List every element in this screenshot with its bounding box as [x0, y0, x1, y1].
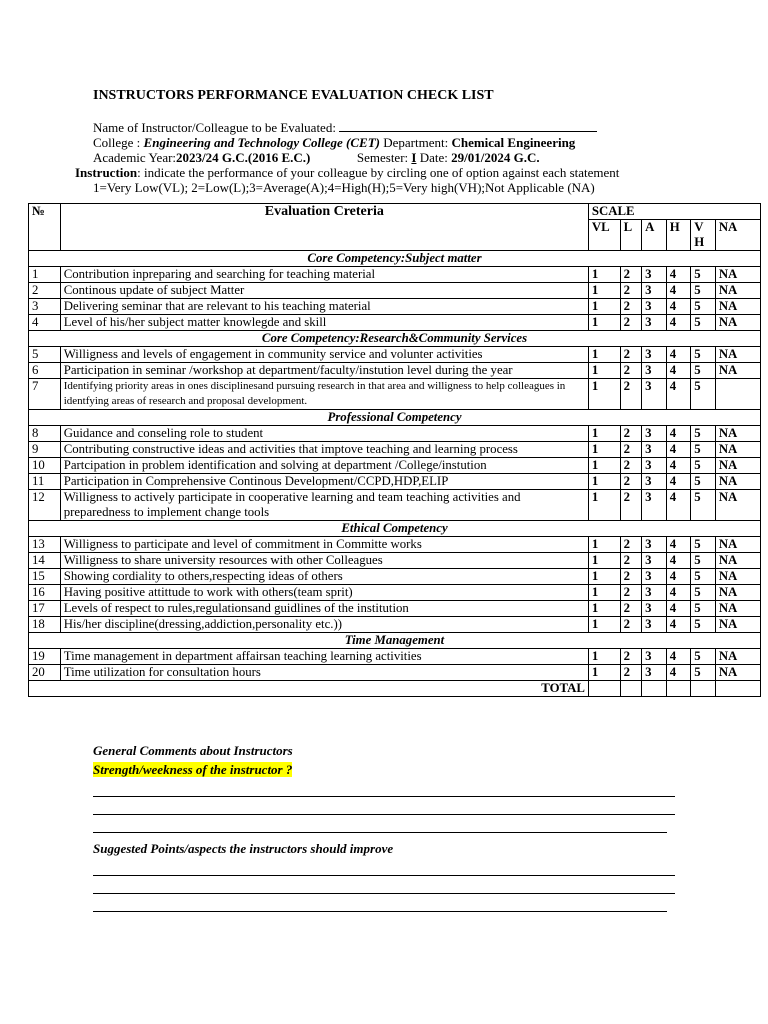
scale-option-na[interactable]: NA	[715, 537, 760, 553]
scale-option-h[interactable]: 4	[666, 474, 691, 490]
scale-option-a[interactable]: 3	[642, 267, 667, 283]
section-row	[29, 410, 761, 426]
col-no-header: №	[29, 204, 61, 251]
criteria-text: Showing cordiality to others,respecting ideas of others	[60, 569, 588, 585]
table-row	[29, 315, 761, 331]
row-number: 19	[29, 649, 61, 665]
scale-option-vl[interactable]: 1	[588, 617, 620, 633]
scale-option-h[interactable]: 4	[666, 315, 691, 331]
scale-option-h[interactable]: 4	[666, 299, 691, 315]
scale-option-h[interactable]: 4	[666, 490, 691, 521]
criteria-text: Delivering seminar that are relevant to his teaching material	[60, 299, 588, 315]
scale-option-vh[interactable]: 5	[691, 442, 716, 458]
scale-option-h[interactable]: 4	[666, 553, 691, 569]
scale-option-vh[interactable]: 5	[691, 267, 716, 283]
row-number: 10	[29, 458, 61, 474]
scale-option-l[interactable]: 2	[620, 283, 641, 299]
scale-option-vh[interactable]: 5	[691, 601, 716, 617]
scale-option-vh[interactable]: 5	[691, 379, 716, 410]
table-row	[29, 442, 761, 458]
scale-option-vl[interactable]: 1	[588, 347, 620, 363]
section-row	[29, 251, 761, 267]
scale-option-na[interactable]: NA	[715, 585, 760, 601]
scale-option-na[interactable]	[715, 379, 760, 410]
academic-year-line	[93, 150, 540, 166]
instructor-name-line	[93, 119, 597, 136]
scale-option-vh[interactable]: 5	[691, 315, 716, 331]
comments-section	[93, 741, 675, 912]
criteria-text: Having positive attittude to work with others(team sprit)	[60, 585, 588, 601]
criteria-text: Willigness and levels of engagement in community service and volunter activities	[60, 347, 588, 363]
scale-header-cell: H	[666, 220, 691, 251]
scale-option-a[interactable]: 3	[642, 585, 667, 601]
row-number: 20	[29, 665, 61, 681]
scale-option-h[interactable]: 4	[666, 601, 691, 617]
comment-line[interactable]	[93, 797, 675, 815]
scale-option-vh[interactable]: 5	[691, 347, 716, 363]
scale-option-h[interactable]: 4	[666, 569, 691, 585]
scale-option-a[interactable]: 3	[642, 649, 667, 665]
table-row	[29, 347, 761, 363]
scale-option-vl[interactable]: 1	[588, 474, 620, 490]
scale-option-l[interactable]: 2	[620, 267, 641, 283]
scale-option-a[interactable]: 3	[642, 617, 667, 633]
row-number: 11	[29, 474, 61, 490]
scale-option-l[interactable]: 2	[620, 665, 641, 681]
scale-option-a[interactable]: 3	[642, 442, 667, 458]
strength-weakness-heading: Strength/weekness of the instructor ?	[93, 762, 293, 777]
section-title: Core Competency:Subject matter	[29, 251, 761, 267]
scale-option-l[interactable]: 2	[620, 347, 641, 363]
scale-option-vh[interactable]: 5	[691, 649, 716, 665]
row-number: 16	[29, 585, 61, 601]
scale-option-na[interactable]: NA	[715, 569, 760, 585]
section-title: Time Management	[29, 633, 761, 649]
academic-year-label: Academic Year:	[93, 150, 177, 165]
scale-option-vl[interactable]: 1	[588, 283, 620, 299]
scale-option-vl[interactable]: 1	[588, 569, 620, 585]
scale-option-na[interactable]: NA	[715, 490, 760, 521]
instructor-name-label: Name of Instructor/Colleague to be Evaluated:	[93, 120, 336, 135]
semester-value: I	[411, 150, 417, 165]
criteria-text: Participation in Comprehensive Continous Development/CCPD,HDP,ELIP	[60, 474, 588, 490]
scale-option-h[interactable]: 4	[666, 267, 691, 283]
scale-option-vl[interactable]: 1	[588, 379, 620, 410]
scale-option-na[interactable]: NA	[715, 553, 760, 569]
suggestion-line[interactable]	[93, 894, 667, 912]
scale-option-na[interactable]: NA	[715, 474, 760, 490]
scale-option-na[interactable]: NA	[715, 665, 760, 681]
scale-option-a[interactable]: 3	[642, 553, 667, 569]
criteria-text: His/her discipline(dressing,addiction,personality etc.))	[60, 617, 588, 633]
criteria-text: Continous update of subject Matter	[60, 283, 588, 299]
scale-option-l[interactable]: 2	[620, 585, 641, 601]
criteria-text: Identifying priority areas in ones disciplinesand pursuing research in that area and willigness to help colleagues in identfying areas of research and proposal development.	[60, 379, 588, 410]
college-line	[93, 135, 575, 151]
criteria-text: Partcipation in problem identification and solving at department /College/instution	[60, 458, 588, 474]
date-label: Date:	[419, 150, 448, 165]
table-row	[29, 379, 761, 410]
scale-header-cell: VL	[588, 220, 620, 251]
scale-option-na[interactable]: NA	[715, 458, 760, 474]
scale-option-vl[interactable]: 1	[588, 299, 620, 315]
section-title: Ethical Competency	[29, 521, 761, 537]
table-row	[29, 649, 761, 665]
scale-option-na[interactable]: NA	[715, 299, 760, 315]
scale-option-a[interactable]: 3	[642, 315, 667, 331]
scale-option-vl[interactable]: 1	[588, 315, 620, 331]
scale-option-vh[interactable]: 5	[691, 474, 716, 490]
scale-option-a[interactable]: 3	[642, 490, 667, 521]
scale-option-a[interactable]: 3	[642, 601, 667, 617]
scale-option-a[interactable]: 3	[642, 379, 667, 410]
evaluation-table	[28, 203, 761, 697]
scale-option-vl[interactable]: 1	[588, 553, 620, 569]
table-row	[29, 458, 761, 474]
scale-option-vh[interactable]: 5	[691, 426, 716, 442]
scale-option-a[interactable]: 3	[642, 299, 667, 315]
row-number: 2	[29, 283, 61, 299]
scale-legend	[93, 180, 595, 196]
scale-option-na[interactable]: NA	[715, 426, 760, 442]
row-number: 14	[29, 553, 61, 569]
table-row	[29, 537, 761, 553]
scale-option-l[interactable]: 2	[620, 363, 641, 379]
suggestion-line[interactable]	[93, 876, 675, 894]
scale-option-vh[interactable]: 5	[691, 585, 716, 601]
scale-option-vh[interactable]: 5	[691, 299, 716, 315]
criteria-text: Willigness to participate and level of commitment in Committe works	[60, 537, 588, 553]
scale-option-l[interactable]: 2	[620, 569, 641, 585]
total-cell[interactable]	[642, 681, 667, 697]
comment-line[interactable]	[93, 779, 675, 797]
col-criteria-header: Evaluation Creteria	[60, 204, 588, 251]
criteria-text: Contributing constructive ideas and activities that imptove teaching and learning process	[60, 442, 588, 458]
total-row	[29, 681, 761, 697]
scale-option-vl[interactable]: 1	[588, 537, 620, 553]
section-row	[29, 331, 761, 347]
table-row	[29, 363, 761, 379]
scale-option-vh[interactable]: 5	[691, 553, 716, 569]
scale-option-vl[interactable]: 1	[588, 426, 620, 442]
page-title: INSTRUCTORS PERFORMANCE EVALUATION CHECK LIST	[93, 88, 494, 103]
scale-option-vl[interactable]: 1	[588, 665, 620, 681]
suggestion-line[interactable]	[93, 858, 675, 876]
scale-option-na[interactable]: NA	[715, 617, 760, 633]
criteria-text: Participation in seminar /workshop at department/faculty/instution level during the year	[60, 363, 588, 379]
scale-option-na[interactable]: NA	[715, 315, 760, 331]
row-number: 3	[29, 299, 61, 315]
scale-option-h[interactable]: 4	[666, 649, 691, 665]
table-row	[29, 585, 761, 601]
scale-option-vh[interactable]: 5	[691, 458, 716, 474]
scale-option-a[interactable]: 3	[642, 458, 667, 474]
total-cell[interactable]	[620, 681, 641, 697]
scale-option-h[interactable]: 4	[666, 363, 691, 379]
scale-option-vh[interactable]: 5	[691, 537, 716, 553]
total-cell[interactable]	[588, 681, 620, 697]
scale-header-cell: V H	[691, 220, 716, 251]
row-number: 7	[29, 379, 61, 410]
comment-line[interactable]	[93, 815, 667, 833]
scale-header-cell: NA	[715, 220, 760, 251]
criteria-text: Contribution inpreparing and searching for teaching material	[60, 267, 588, 283]
scale-option-l[interactable]: 2	[620, 315, 641, 331]
academic-year-value: 2023/24 G.C.(2016 E.C.)	[176, 150, 311, 165]
scale-option-vl[interactable]: 1	[588, 585, 620, 601]
criteria-text: Levels of respect to rules,regulationsand guidlines of the institution	[60, 601, 588, 617]
total-cell[interactable]	[666, 681, 691, 697]
section-title: Core Competency:Research&Community Services	[29, 331, 761, 347]
criteria-text: Time management in department affairsan teaching learning activities	[60, 649, 588, 665]
scale-option-h[interactable]: 4	[666, 379, 691, 410]
row-number: 8	[29, 426, 61, 442]
scale-option-l[interactable]: 2	[620, 490, 641, 521]
scale-option-l[interactable]: 2	[620, 617, 641, 633]
scale-option-vl[interactable]: 1	[588, 442, 620, 458]
scale-option-na[interactable]: NA	[715, 347, 760, 363]
college-label: College :	[93, 135, 141, 150]
scale-option-vl[interactable]: 1	[588, 490, 620, 521]
scale-option-vh[interactable]: 5	[691, 617, 716, 633]
scale-option-a[interactable]: 3	[642, 569, 667, 585]
scale-option-h[interactable]: 4	[666, 585, 691, 601]
table-row	[29, 474, 761, 490]
college-value: Engineering and Technology College (CET)	[143, 135, 380, 150]
department-label: Department:	[383, 135, 449, 150]
scale-option-na[interactable]: NA	[715, 442, 760, 458]
scale-option-h[interactable]: 4	[666, 458, 691, 474]
row-number: 9	[29, 442, 61, 458]
criteria-text: Level of his/her subject matter knowlegde and skill	[60, 315, 588, 331]
scale-header-cell: L	[620, 220, 641, 251]
scale-option-l[interactable]: 2	[620, 537, 641, 553]
scale-option-l[interactable]: 2	[620, 299, 641, 315]
scale-option-h[interactable]: 4	[666, 347, 691, 363]
scale-option-h[interactable]: 4	[666, 537, 691, 553]
scale-option-vl[interactable]: 1	[588, 267, 620, 283]
scale-header-cell: A	[642, 220, 667, 251]
table-row	[29, 267, 761, 283]
table-row	[29, 553, 761, 569]
scale-option-a[interactable]: 3	[642, 474, 667, 490]
scale-option-h[interactable]: 4	[666, 665, 691, 681]
scale-option-l[interactable]: 2	[620, 458, 641, 474]
scale-option-l[interactable]: 2	[620, 442, 641, 458]
total-label: TOTAL	[29, 681, 589, 697]
scale-option-l[interactable]: 2	[620, 649, 641, 665]
scale-option-vh[interactable]: 5	[691, 665, 716, 681]
scale-option-na[interactable]: NA	[715, 363, 760, 379]
scale-option-vl[interactable]: 1	[588, 458, 620, 474]
criteria-text: Time utilization for consultation hours	[60, 665, 588, 681]
scale-option-l[interactable]: 2	[620, 379, 641, 410]
total-cell[interactable]	[691, 681, 716, 697]
scale-option-vh[interactable]: 5	[691, 490, 716, 521]
table-row	[29, 426, 761, 442]
table-row	[29, 283, 761, 299]
scale-option-na[interactable]: NA	[715, 283, 760, 299]
total-cell[interactable]	[715, 681, 760, 697]
scale-option-h[interactable]: 4	[666, 426, 691, 442]
row-number: 13	[29, 537, 61, 553]
instruction-label: Instruction	[75, 165, 138, 180]
table-row	[29, 490, 761, 521]
scale-option-h[interactable]: 4	[666, 617, 691, 633]
scale-option-vh[interactable]: 5	[691, 569, 716, 585]
scale-legend-text: 1=Very Low(VL); 2=Low(L);3=Average(A);4=High(H);5=Very high(VH);Not Applicable (NA)	[93, 180, 595, 195]
row-number: 6	[29, 363, 61, 379]
suggested-points-heading: Suggested Points/aspects the instructors should improve	[93, 841, 394, 856]
table-row	[29, 299, 761, 315]
scale-option-a[interactable]: 3	[642, 537, 667, 553]
scale-option-l[interactable]: 2	[620, 474, 641, 490]
scale-option-na[interactable]: NA	[715, 649, 760, 665]
department-value: Chemical Engineering	[451, 135, 576, 150]
scale-option-vh[interactable]: 5	[691, 283, 716, 299]
criteria-text: Guidance and conseling role to student	[60, 426, 588, 442]
scale-option-a[interactable]: 3	[642, 426, 667, 442]
table-row	[29, 569, 761, 585]
scale-option-l[interactable]: 2	[620, 553, 641, 569]
criteria-text: Willigness to actively participate in cooperative learning and team teaching activities and preparedness to implement change tools	[60, 490, 588, 521]
instruction-text: : indicate the performance of your colleague by circling one of option against each statement	[137, 165, 620, 180]
scale-option-a[interactable]: 3	[642, 283, 667, 299]
scale-option-h[interactable]: 4	[666, 283, 691, 299]
table-row	[29, 617, 761, 633]
row-number: 5	[29, 347, 61, 363]
semester-label: Semester:	[356, 150, 409, 165]
row-number: 4	[29, 315, 61, 331]
scale-option-a[interactable]: 3	[642, 363, 667, 379]
table-row	[29, 665, 761, 681]
table-row	[29, 601, 761, 617]
scale-option-a[interactable]: 3	[642, 665, 667, 681]
scale-option-vl[interactable]: 1	[588, 649, 620, 665]
scale-option-h[interactable]: 4	[666, 442, 691, 458]
scale-option-na[interactable]: NA	[715, 601, 760, 617]
scale-option-na[interactable]: NA	[715, 267, 760, 283]
instruction-line	[75, 165, 619, 181]
scale-option-vh[interactable]: 5	[691, 363, 716, 379]
scale-option-l[interactable]: 2	[620, 426, 641, 442]
scale-option-vl[interactable]: 1	[588, 601, 620, 617]
row-number: 1	[29, 267, 61, 283]
col-scale-header: SCALE	[588, 204, 760, 220]
row-number: 17	[29, 601, 61, 617]
section-row	[29, 633, 761, 649]
scale-option-vl[interactable]: 1	[588, 363, 620, 379]
row-number: 12	[29, 490, 61, 521]
general-comments-heading: General Comments about Instructors	[93, 743, 293, 758]
row-number: 15	[29, 569, 61, 585]
section-row	[29, 521, 761, 537]
section-title: Professional Competency	[29, 410, 761, 426]
date-value: 29/01/2024 G.C.	[451, 150, 540, 165]
row-number: 18	[29, 617, 61, 633]
scale-option-a[interactable]: 3	[642, 347, 667, 363]
instructor-name-field[interactable]	[339, 119, 597, 132]
criteria-text: Willigness to share university resources with other Colleagues	[60, 553, 588, 569]
scale-option-l[interactable]: 2	[620, 601, 641, 617]
